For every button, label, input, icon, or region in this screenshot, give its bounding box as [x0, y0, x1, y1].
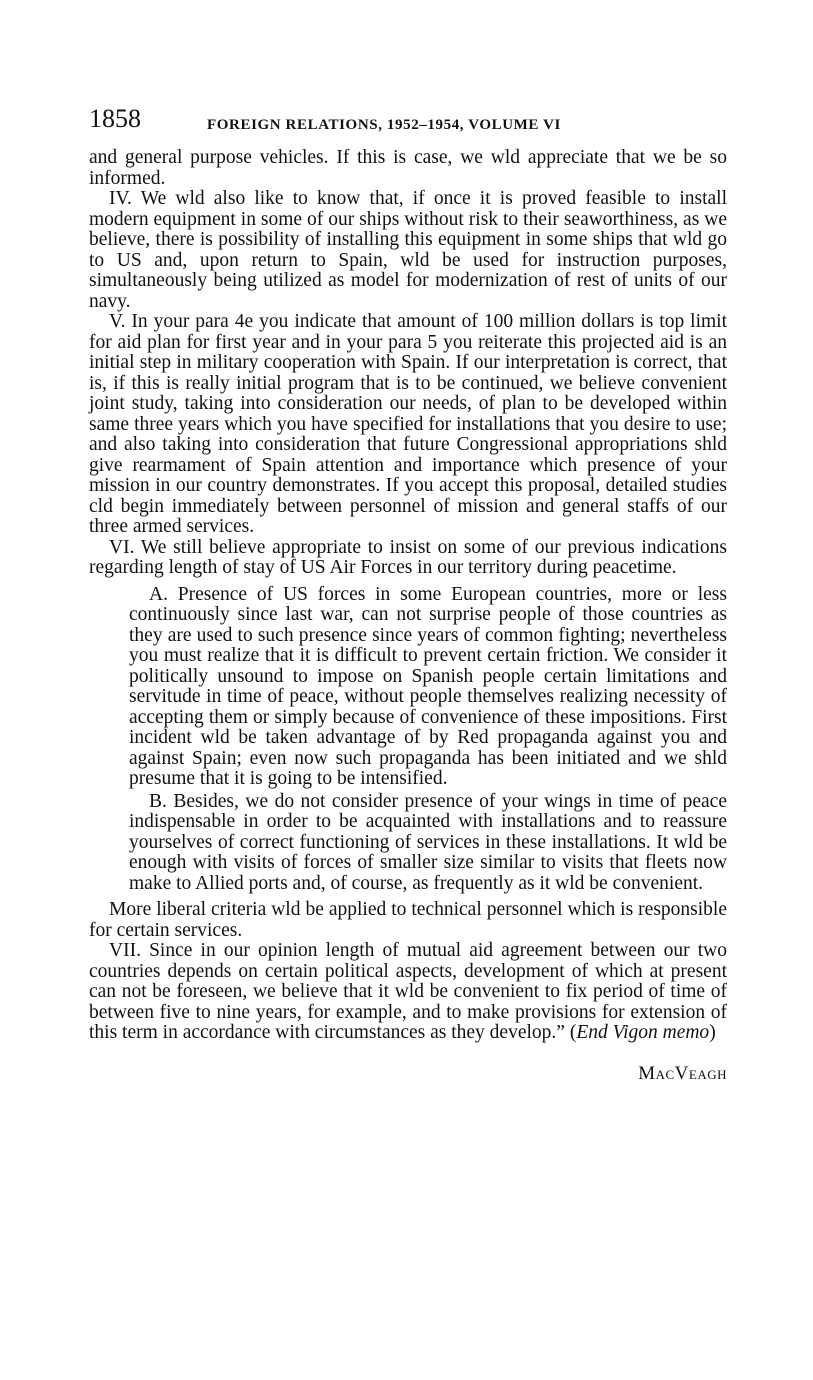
paragraph-v: V. In your para 4e you indicate that amount of 100 million dollars is top limit for aid plan for first year and in your para 5 you reiterate this projected aid is an initial step in military cooperation with Spain. If our interpretation is correct, that is, if this is really initial program that is to be continued, we believe convenient joint study, taking into consideration our needs, of plan to be developed within same three years which you have specified for installations that you desire to use; and also taking into consideration that future Congressional appropriations shld give rearmament of Spain attention and importance which presence of your mission in our country demonstrates. If you accept this proposal, detailed studies cld begin immediately between personnel of mission and general staffs of our three armed services. [89, 311, 727, 537]
paragraph-continuation: and general purpose vehicles. If this is case, we wld appreciate that we be so informed. [89, 147, 727, 189]
page-number: 1858 [89, 104, 141, 133]
paragraph-liberal-criteria: More liberal criteria wld be applied to technical personnel which is responsible for certain services. [89, 899, 727, 941]
paragraph-vi-b: B. Besides, we do not consider presence of your wings in time of peace indispensable in order to be acquainted with installations and to reassure yourselves of correct functioning of services in these installations. It wld be enough with visits of forces of smaller size similar to visits that fleets now make to Allied ports and, of course, as frequently as it wld be convenient. [129, 790, 727, 894]
paragraph-iv: IV. We wld also like to know that, if once it is proved feasible to install modern equipment in some of our ships without risk to their seaworthiness, as we believe, there is possibility of installing this equipment in some ships that wld go to US and, upon return to Spain, wld be used for instruction purposes, simultaneously being utilized as model for modernization of rest of units of our navy. [89, 188, 727, 312]
signature: MacVeagh [638, 1062, 727, 1084]
running-head: FOREIGN RELATIONS, 1952–1954, VOLUME VI [207, 117, 561, 133]
paragraph-vii-close: ) [709, 1022, 716, 1043]
page-header [89, 104, 727, 148]
paragraph-vi-a: A. Presence of US forces in some European countries, more or less continuously since last war, can not surprise people of those countries as they are used to such presence since years of common fighting; nevertheless you must realize that it is difficult to prevent certain friction. We consider it politically unsound to impose on Spanish people certain limitations and servitude in time of peace, without people themselves realizing necessity of accepting them or simply because of convenience of these impositions. First incident wld be taken advantage of by Red propaganda against you and against Spain; even now such propaganda has been initiated and we shld presume that it is going to be intensified. [129, 583, 727, 789]
paragraph-vii-text: VII. Since in our opinion length of mutual aid agreement between our two countries depends on certain political aspects, development of which at present can not be foreseen, we believe that it wld be convenient to fix period of time of between five to nine years, for example, and to make provisions for extension of this term in accordance with circumstances as they develop.” ( [89, 940, 727, 1043]
paragraph-vi: VI. We still believe appropriate to insist on some of our previous indications regarding length of stay of US Air Forces in our territory during peacetime. [89, 536, 727, 578]
document-page [89, 104, 727, 1084]
end-memo-note: End Vigon memo [576, 1022, 710, 1043]
paragraph-vii [89, 941, 727, 1044]
document-body [89, 148, 727, 1084]
